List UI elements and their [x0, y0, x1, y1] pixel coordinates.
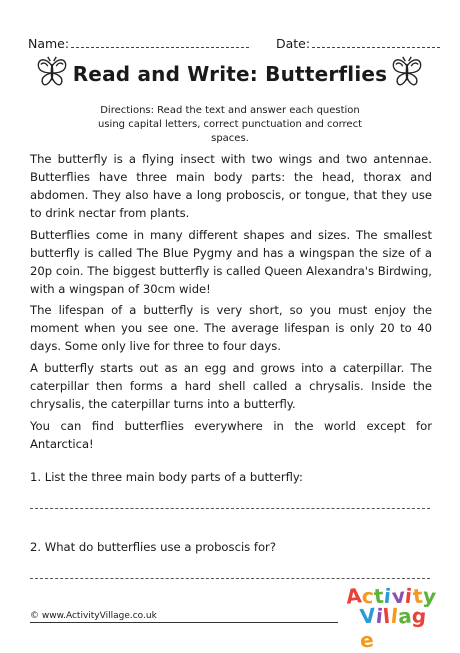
answer-line-2[interactable]: [30, 578, 430, 579]
logo-letter: t: [411, 583, 424, 609]
logo-letter: i: [404, 583, 414, 609]
passage-paragraph: The lifespan of a butterfly is very short, so you must enjoy the moment when you see one. The average lifespan is only 20 to 40 days. Some only live for three to four days.: [30, 303, 432, 353]
logo-letter: c: [360, 583, 376, 609]
logo-letter: v: [390, 583, 407, 609]
passage-paragraph: A butterfly starts out as an egg and grows into a caterpillar. The caterpillar then forms a hard shell called a chrysalis. Inside the chrysalis, the caterpillar turns into a butterfly.: [30, 361, 432, 411]
question-1: 1. List the three main body parts of a butterfly:: [30, 470, 303, 484]
question-2: 2. What do butterflies use a proboscis for?: [30, 540, 276, 554]
answer-line-1[interactable]: [30, 508, 430, 509]
copyright-text: © www.ActivityVillage.co.uk: [30, 611, 163, 621]
logo-letter: l: [382, 603, 392, 629]
date-line[interactable]: [312, 46, 440, 48]
logo-letter: t: [373, 583, 386, 609]
date-label: Date:: [276, 36, 311, 51]
name-field[interactable]: [28, 36, 249, 51]
activity-village-logo: [338, 582, 438, 653]
logo-line-2: [360, 604, 438, 652]
passage-paragraph: You can find butterflies everywhere in the world except for Antarctica!: [30, 419, 432, 451]
page-title: Read and Write: Butterflies: [72, 62, 388, 86]
logo-letter: V: [358, 603, 378, 629]
logo-letter: l: [389, 603, 400, 629]
logo-letter: i: [374, 603, 385, 629]
logo-letter: e: [358, 627, 376, 653]
name-label: Name:: [28, 36, 70, 51]
logo-letter: a: [396, 603, 414, 629]
logo-letter: i: [383, 583, 393, 609]
logo-letter: A: [344, 583, 364, 609]
logo-letter: y: [421, 583, 438, 609]
date-field[interactable]: [276, 36, 440, 51]
directions-text: Directions: Read the text and answer each question using capital letters, correct punctuation and correct spaces.: [98, 105, 362, 144]
logo-letter: g: [410, 603, 429, 629]
passage-paragraph: The butterfly is a flying insect with two wings and two antennae. Butterflies have three main body parts: the head, thorax and abdomen. They also have a long proboscis, or tongue, that they use to drink nectar from plants.: [30, 152, 432, 220]
name-line[interactable]: [71, 46, 249, 48]
passage-paragraph: Butterflies come in many different shapes and sizes. The smallest butterfly is called The Blue Pygmy and has a wingspan the size of a 20p coin. The biggest butterfly is called Queen Alexandra's Birdwing, with a wingspan of 30cm wide!: [30, 228, 432, 296]
